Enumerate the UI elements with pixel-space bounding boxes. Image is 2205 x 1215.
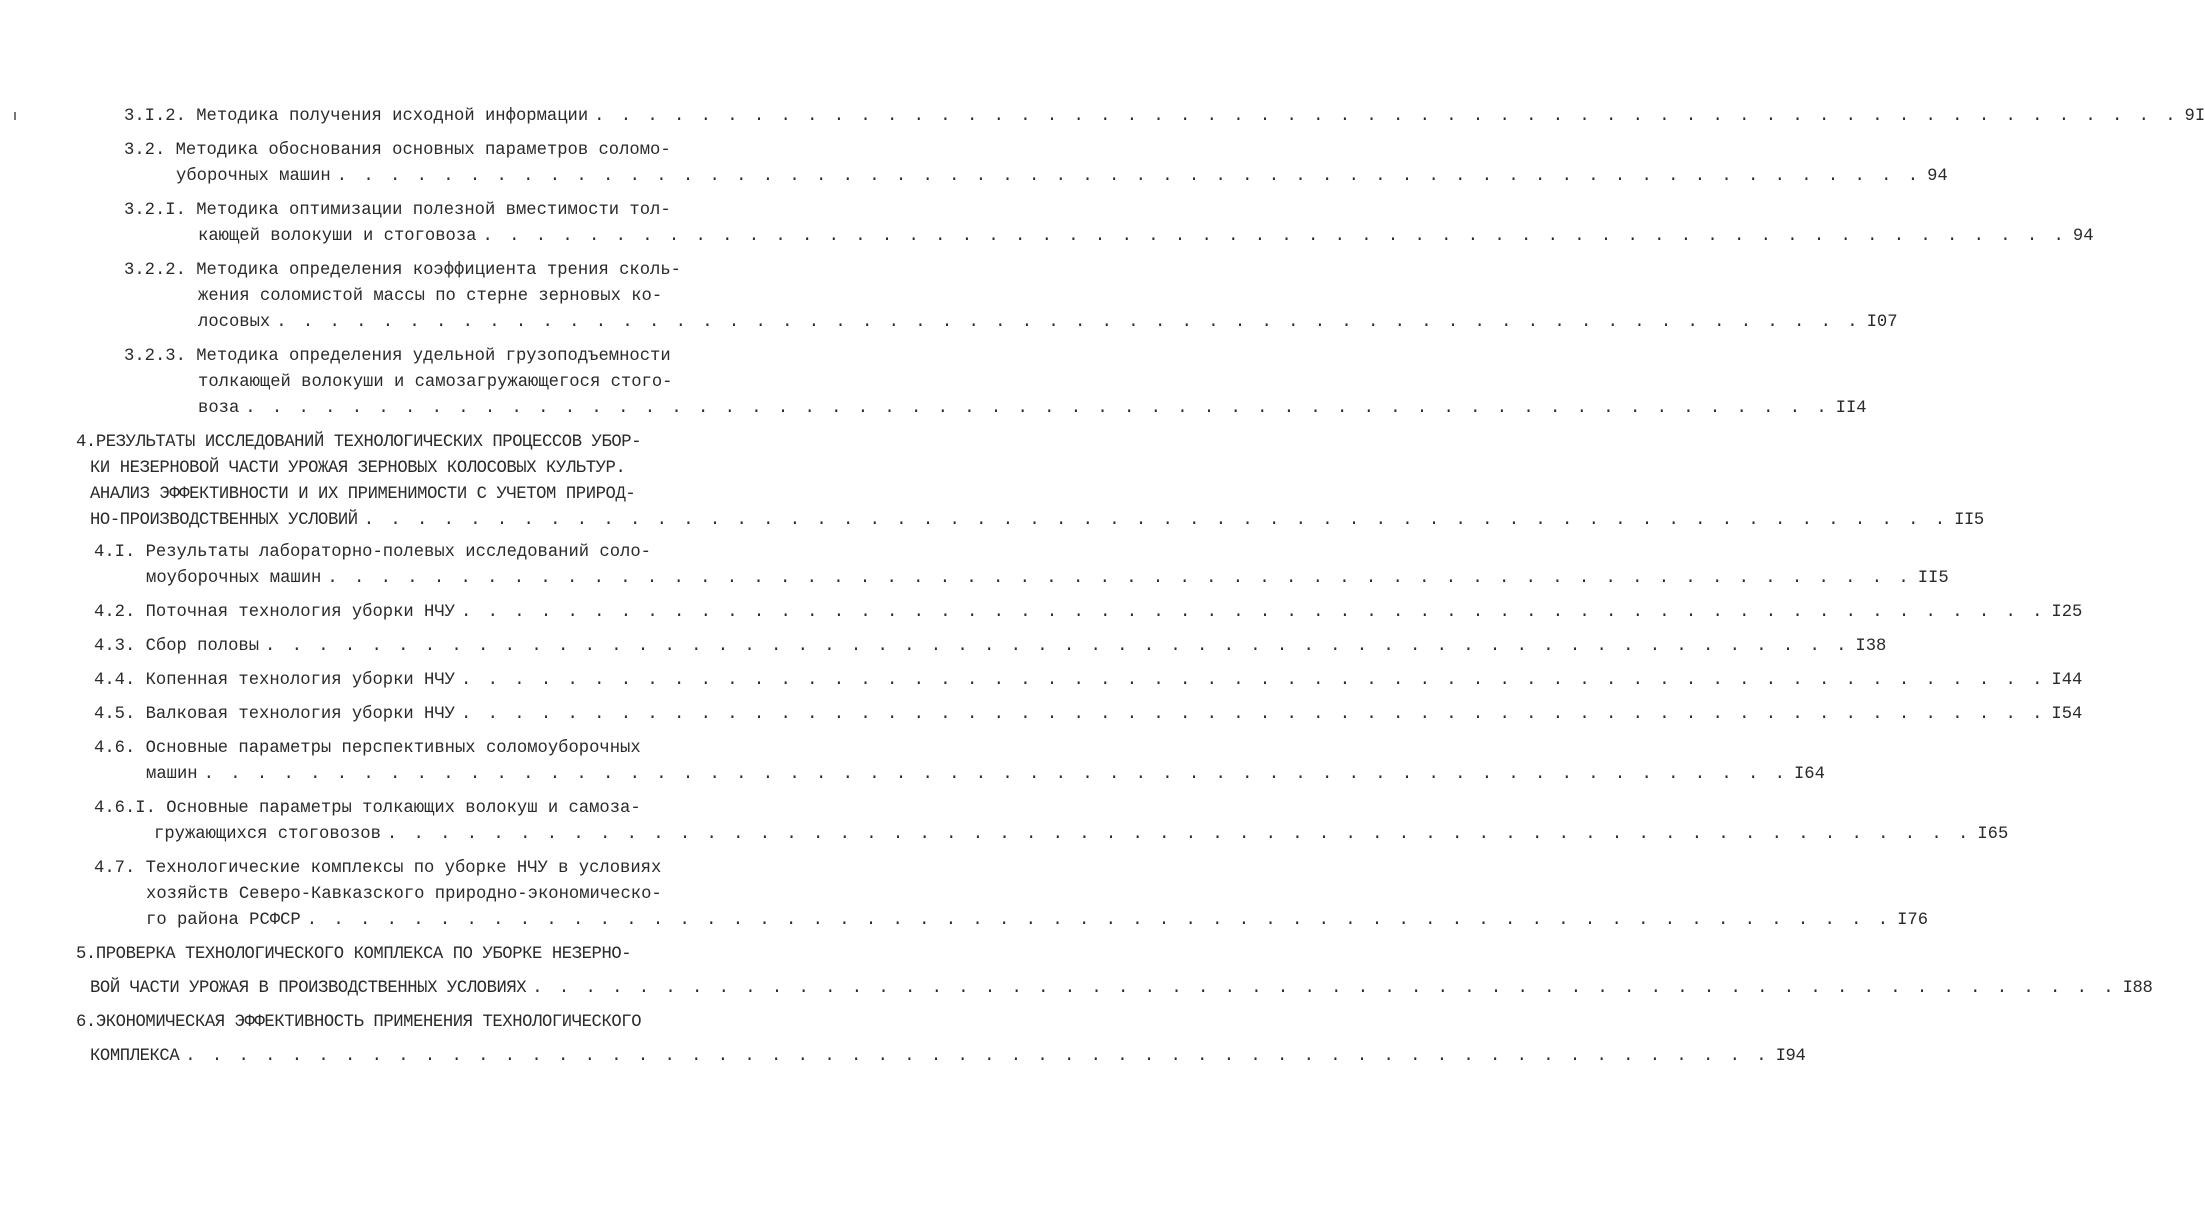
- toc-line: 4.РЕЗУЛЬТАТЫ ИССЛЕДОВАНИЙ ТЕХНОЛОГИЧЕСКИХ ПРОЦЕССОВ УБОР-: [76, 433, 642, 452]
- page-number: II4: [1835, 399, 1867, 418]
- toc-line: [76, 508, 1984, 534]
- toc-line: 6.ЭКОНОМИЧЕСКАЯ ЭФФЕКТИВНОСТЬ ПРИМЕНЕНИЯ ТЕХНОЛОГИЧЕСКОГО: [76, 1013, 642, 1032]
- toc-entry: [124, 104, 2205, 130]
- dot-leader: . . . . . . . . . . . . . . . . . . . . . . . . . . . . . . . . . . . . . . . . . . . . . . . . . . . . . . . . . . . .: [532, 979, 2117, 998]
- dot-leader: . . . . . . . . . . . . . . . . . . . . . . . . . . . . . . . . . . . . . . . . . . . . . . . . . . . . . . . . . . . .: [594, 107, 2179, 126]
- dot-leader: . . . . . . . . . . . . . . . . . . . . . . . . . . . . . . . . . . . . . . . . . . . . . . . . . . . . . . . . . . . .: [461, 671, 2046, 690]
- toc-title: моуборочных машин: [146, 569, 322, 588]
- toc-line: 4.I. Результаты лабораторно-полевых исследований соло-: [94, 543, 651, 562]
- toc-line: [94, 762, 1825, 788]
- toc-entry: [124, 198, 2094, 250]
- page-number: I76: [1897, 911, 1929, 930]
- dot-leader: . . . . . . . . . . . . . . . . . . . . . . . . . . . . . . . . . . . . . . . . . . . . . . . . . . . . . . . . . . . .: [461, 603, 2046, 622]
- dot-leader: . . . . . . . . . . . . . . . . . . . . . . . . . . . . . . . . . . . . . . . . . . . . . . . . . . . . . . . . . . . .: [245, 399, 1830, 418]
- toc-entry: [94, 856, 1929, 934]
- toc-entry: [94, 540, 1949, 592]
- toc-line: толкающей волокуши и самозагружающегося стого-: [198, 373, 673, 392]
- toc-title: гружающихся стоговозов: [154, 825, 381, 844]
- toc-line: 4.6. Основные параметры перспективных соломоуборочных: [94, 739, 641, 758]
- page-number: 94: [1927, 167, 1948, 186]
- toc-title: НО-ПРОИЗВОДСТВЕННЫХ УСЛОВИЙ: [90, 511, 358, 530]
- toc-line: [124, 224, 2094, 250]
- toc-title: ВОЙ ЧАСТИ УРОЖАЯ В ПРОИЗВОДСТВЕННЫХ УСЛОВИЯХ: [90, 979, 527, 998]
- toc-entry: [94, 736, 1825, 788]
- page-number: I07: [1866, 313, 1898, 332]
- toc-entry: [94, 702, 2083, 728]
- dot-leader: . . . . . . . . . . . . . . . . . . . . . . . . . . . . . . . . . . . . . . . . . . . . . . . . . . . . . . . . . . . .: [386, 825, 1972, 844]
- toc-entry: [124, 344, 1867, 422]
- toc-line: жения соломистой массы по стерне зерновых ко-: [198, 287, 663, 306]
- toc-title: 4.3. Сбор половы: [94, 637, 260, 656]
- toc-line: [76, 1044, 1806, 1070]
- page-number: I44: [2051, 671, 2083, 690]
- toc-title: машин: [146, 765, 198, 784]
- toc-title: кающей волокуши и стоговоза: [198, 227, 477, 246]
- dot-leader: . . . . . . . . . . . . . . . . . . . . . . . . . . . . . . . . . . . . . . . . . . . . . . . . . . . . . . . . . . . .: [336, 167, 1922, 186]
- toc-line: 3.2.2. Методика определения коэффициента трения сколь-: [124, 261, 681, 280]
- dot-leader: . . . . . . . . . . . . . . . . . . . . . . . . . . . . . . . . . . . . . . . . . . . . . . . . . . . . . . . . . . . .: [265, 637, 1850, 656]
- toc-line: 3.2. Методика обоснования основных параметров соломо-: [124, 141, 671, 160]
- toc-entry: [76, 942, 2153, 1002]
- toc-title: КОМПЛЕКСА: [90, 1047, 180, 1066]
- page-number: I38: [1855, 637, 1887, 656]
- dot-leader: . . . . . . . . . . . . . . . . . . . . . . . . . . . . . . . . . . . . . . . . . . . . . . . . . . . . . . . . . . . .: [185, 1047, 1770, 1066]
- dot-leader: . . . . . . . . . . . . . . . . . . . . . . . . . . . . . . . . . . . . . . . . . . . . . . . . . . . . . . . . . . . .: [276, 313, 1861, 332]
- page-number: 94: [2072, 227, 2094, 246]
- toc-line: 4.6.I. Основные параметры толкающих волокуш и самоза-: [94, 799, 641, 818]
- toc-line: [124, 396, 1867, 422]
- toc-line: КИ НЕЗЕРНОВОЙ ЧАСТИ УРОЖАЯ ЗЕРНОВЫХ КОЛОСОВЫХ КУЛЬТУР.: [90, 459, 626, 478]
- page-number: I54: [2051, 705, 2083, 724]
- toc-entry: [94, 634, 1887, 660]
- toc-title: го района РСФСР: [146, 911, 301, 930]
- toc-title: воза: [198, 399, 240, 418]
- margin-mark: [14, 112, 16, 120]
- page-number: II5: [1917, 569, 1949, 588]
- dot-leader: . . . . . . . . . . . . . . . . . . . . . . . . . . . . . . . . . . . . . . . . . . . . . . . . . . . . . . . . . . . .: [203, 765, 1788, 784]
- toc-title: лосовых: [198, 313, 271, 332]
- page-number: I88: [2122, 979, 2153, 998]
- toc-title: 4.2. Поточная технология уборки НЧУ: [94, 603, 455, 622]
- toc-title: уборочных машин: [176, 167, 331, 186]
- toc-line: [94, 600, 2083, 626]
- toc-line: [94, 702, 2083, 728]
- toc-entry: [124, 138, 1948, 190]
- toc-title: 4.5. Валковая технология уборки НЧУ: [94, 705, 455, 724]
- page-number: I94: [1775, 1047, 1806, 1066]
- toc-line: [94, 822, 2009, 848]
- toc-line: хозяйств Северо-Кавказского природно-экономическо-: [146, 885, 662, 904]
- dot-leader: . . . . . . . . . . . . . . . . . . . . . . . . . . . . . . . . . . . . . . . . . . . . . . . . . . . . . . . . . . . .: [327, 569, 1912, 588]
- page-number: I64: [1793, 765, 1825, 784]
- toc-entry: [76, 1010, 1806, 1070]
- toc-line: [94, 566, 1949, 592]
- page-number: 9I: [2184, 107, 2205, 126]
- toc-title: 4.4. Копенная технология уборки НЧУ: [94, 671, 455, 690]
- toc-line: АНАЛИЗ ЭФФЕКТИВНОСТИ И ИХ ПРИМЕНИМОСТИ С УЧЕТОМ ПРИРОД-: [90, 485, 636, 504]
- dot-leader: . . . . . . . . . . . . . . . . . . . . . . . . . . . . . . . . . . . . . . . . . . . . . . . . . . . . . . . . . . . .: [363, 511, 1949, 530]
- page-number: I25: [2051, 603, 2083, 622]
- dot-leader: . . . . . . . . . . . . . . . . . . . . . . . . . . . . . . . . . . . . . . . . . . . . . . . . . . . . . . . . . . . .: [306, 911, 1892, 930]
- dot-leader: . . . . . . . . . . . . . . . . . . . . . . . . . . . . . . . . . . . . . . . . . . . . . . . . . . . . . . . . . . . .: [461, 705, 2046, 724]
- toc-line: [124, 310, 1898, 336]
- toc-line: [94, 908, 1929, 934]
- toc-line: [94, 634, 1887, 660]
- toc-line: 4.7. Технологические комплексы по уборке НЧУ в условиях: [94, 859, 662, 878]
- toc-line: 5.ПРОВЕРКА ТЕХНОЛОГИЧЕСКОГО КОМПЛЕКСА ПО УБОРКЕ НЕЗЕРНО-: [76, 945, 632, 964]
- toc-entry: [76, 430, 1984, 534]
- toc-entry: [124, 258, 1898, 336]
- page-number: II5: [1954, 511, 1984, 530]
- toc-line: [76, 976, 2153, 1002]
- toc-line: 3.2.I. Методика оптимизации полезной вместимости тол-: [124, 201, 671, 220]
- toc-line: [94, 668, 2083, 694]
- toc-entry: [94, 668, 2083, 694]
- toc-line: 3.2.3. Методика определения удельной грузоподъемности: [124, 347, 671, 366]
- toc-entry: [94, 796, 2009, 848]
- toc-line: [124, 104, 2205, 130]
- toc-line: [124, 164, 1948, 190]
- dot-leader: . . . . . . . . . . . . . . . . . . . . . . . . . . . . . . . . . . . . . . . . . . . . . . . . . . . . . . . . . . . .: [482, 227, 2067, 246]
- toc-entry: [94, 600, 2083, 626]
- toc-title: 3.I.2. Методика получения исходной информации: [124, 107, 589, 126]
- page-number: I65: [1977, 825, 2009, 844]
